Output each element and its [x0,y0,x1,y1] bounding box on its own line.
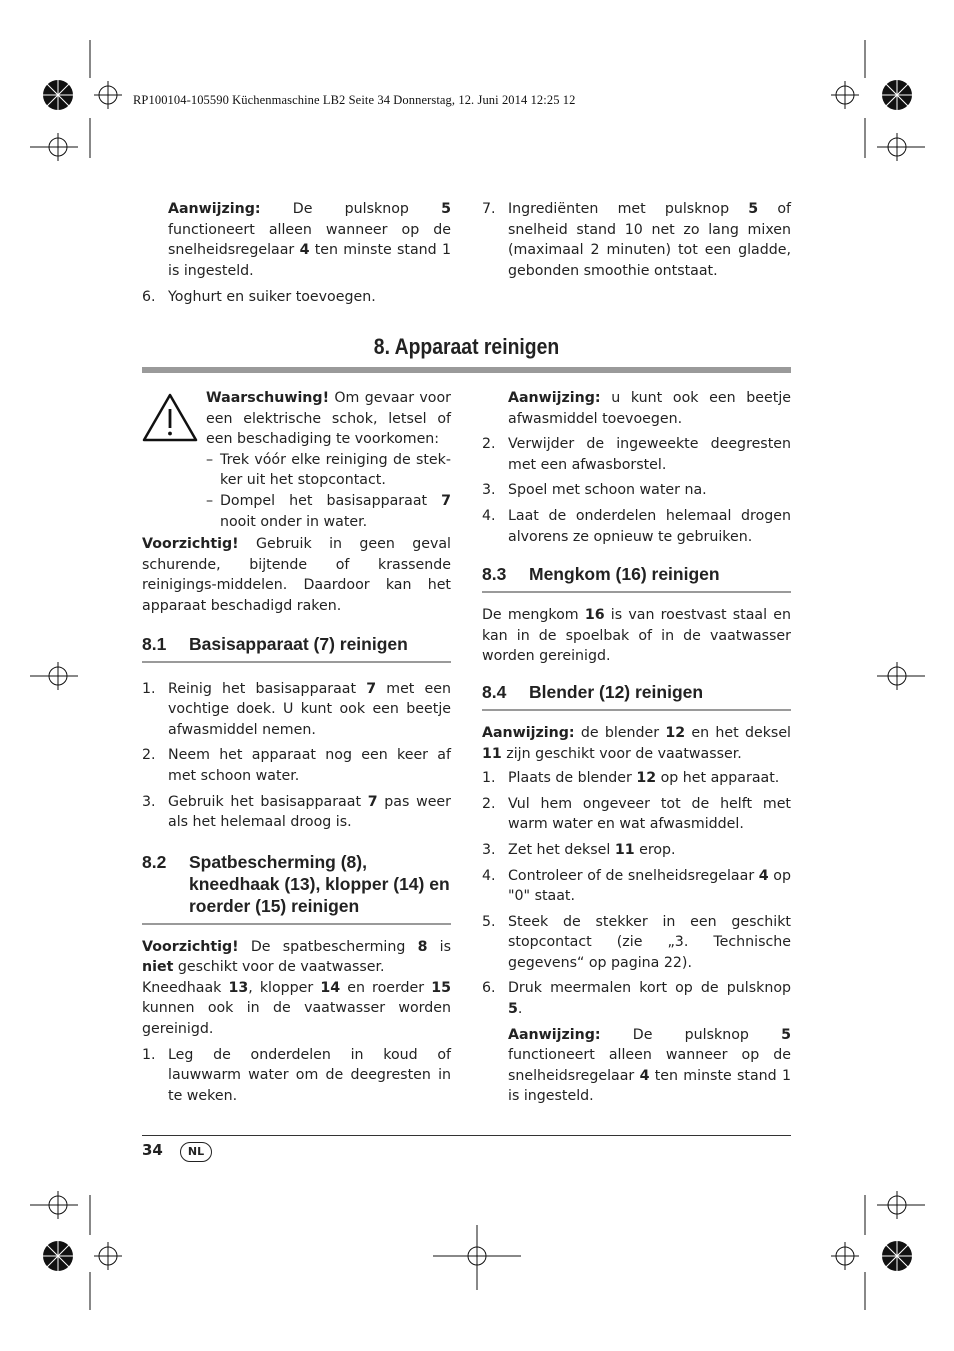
paragraph-text: en roerder [340,979,432,996]
subsection-heading-8-3 [482,563,791,593]
list-text: . [517,1001,523,1018]
part-number: 5 [748,201,759,217]
list-text: Zet het deksel [508,841,615,858]
paragraph-text: De mengkom [482,607,585,624]
caution-body: geschikt voor de vaatwasser. [173,959,385,976]
note-pulsknop [142,199,451,281]
list-text: Yoghurt en suiker toevoegen. [168,289,376,306]
list-text: Reinig het basisapparaat [168,680,367,697]
caution-text [142,534,451,616]
note-label: Aanwijzing: [482,724,575,741]
list-text: Plaats de blender [508,770,637,787]
note-text: u kunt ook een beetje afwasmiddel toevoegen. [508,390,791,427]
left-column [142,388,451,1106]
paragraph [482,605,791,667]
subsection-number: 8.2 [142,851,167,872]
list-text: op het apparaat. [656,770,780,787]
warning-item-text: Trek vóór elke reiniging de stek-ker uit het stopcontact. [220,451,451,489]
part-number: 5 [781,1026,791,1043]
list-text: Spoel met schoon water na. [508,482,707,499]
list-text: Verwijder de ingeweekte deegresten met een afwasborstel. [508,436,791,473]
language-badge: NL [180,1142,212,1162]
part-number: 4 [639,1067,650,1084]
subsection-heading-8-1 [142,633,451,663]
note-label: Aanwijzing: [168,201,261,217]
note-text: zijn geschikt voor de vaatwasser. [501,745,742,762]
note-text: en het deksel [685,724,791,741]
dash: – [206,492,214,509]
list-number: 5. [482,913,496,930]
paragraph-text: is van roestvast staal en kan in de spoelbak of in de vaatwasser worden gereinigd. [482,607,791,665]
part-number: 12 [636,770,657,787]
section-title: 8. Apparaat reinigen [373,334,560,359]
warning-item [206,491,451,532]
part-number: 16 [584,607,605,624]
note-text: functioneert alleen wanneer op de snelheidsregelaar [508,1047,791,1084]
list-text: Steek de stekker in een geschikt stopcontact (zie „3. Technische gegevens“ op pagina 22). [508,913,791,971]
paragraph-text: kunnen ook in de vaatwasser worden gereinigd. [142,1000,451,1038]
list-text: Neem het apparaat nog een keer af met schoon water. [168,747,451,784]
subsection-heading-8-2 [142,851,451,925]
part-number: 11 [482,745,502,762]
list-item [482,840,791,861]
part-number: 13 [228,979,249,996]
list-number: 4. [482,867,496,884]
caution-text [142,937,451,978]
list-text: Ingrediënten met pulsknop [508,201,749,217]
caution-body: De spatbescherming [238,938,418,955]
list-item [482,199,791,281]
list-number: 2. [142,747,156,764]
part-number: 12 [665,724,686,741]
print-header: RP100104-105590 Küchenmaschine LB2 Seite 34 Donnerstag, 12. Juni 2014 12:25 12 [133,93,576,107]
emphasis: niet [142,959,174,976]
list-number: 3. [482,482,496,499]
warning-item-text: nooit onder in water. [220,513,368,530]
subsection-number: 8.1 [142,633,167,654]
part-number: 8 [417,938,428,955]
list-text: erop. [634,841,676,858]
list-number: 2. [482,795,496,812]
subsection-number: 8.3 [482,564,507,585]
list-number: 2. [482,436,496,453]
paragraph-text: Kneedhaak [142,979,229,996]
part-number: 7 [367,793,378,810]
list-item [142,679,451,741]
list-text: pas weer als het helemaal droog is. [168,793,451,831]
caution-label: Voorzichtig! [142,536,239,553]
list-number: 1. [142,680,156,697]
list-text: op "0" staat. [508,867,791,905]
list-number: 6. [142,289,156,306]
right-column [482,388,791,1107]
list-text: Leg de onderdelen in koud of lauwwarm water om de deegresten in te weken. [168,1046,451,1104]
warning-triangle-icon [142,392,198,442]
footer-divider [142,1135,791,1136]
warning-body: Om gevaar voor een elektrische schok, letsel of een beschadiging te voorkomen: [206,390,451,448]
part-number: 5 [508,1001,518,1018]
list-number: 7. [482,201,496,217]
list-item [142,745,451,786]
list-text: of snelheid stand 10 net zo lang mixen (maximaal 2 minuten) tot een gladde, gebonden smoothie ontstaat. [508,201,791,279]
caution-body: Gebruik in geen geval schurende, bijtende of krassende reinigings-middelen. Daardoor kan het apparaat beschadigd raken. [142,536,451,614]
list-item [142,287,451,308]
subsection-title: Basisapparaat (7) reinigen [189,633,408,654]
top-right-column [482,199,791,281]
part-number: 14 [320,979,341,996]
note-dishwasher [482,723,791,764]
section-divider [142,367,791,373]
list-number: 1. [142,1046,156,1063]
page-number: 34 [142,1141,163,1159]
note-text: functioneert alleen wanneer op de snelheidsregelaar [168,221,451,259]
list-item [482,434,791,475]
part-number: 7 [441,492,451,509]
list-item [482,866,791,907]
warning-item [206,450,451,491]
part-number: 15 [431,979,451,996]
part-number: 7 [366,680,377,697]
top-left-column [142,199,451,308]
dash: – [206,451,214,468]
list-text: met een vochtige doek. U kunt ook een beetje afwasmiddel nemen. [168,680,451,738]
part-number: 4 [758,867,769,884]
subsection-heading-8-4 [482,681,791,711]
caution-label: Voorzichtig! [142,938,239,955]
list-number: 3. [482,841,496,858]
note-text: De pulsknop [600,1026,782,1043]
list-number: 3. [142,793,156,810]
warning-label: Waarschuwing! [206,390,330,406]
note-text: de blender [574,724,666,741]
list-text: Vul hem ongeveer tot de helft met warm water en wat afwasmiddel. [508,795,791,833]
paragraph-text: , klopper [248,979,321,996]
warning-block [142,388,451,532]
note-label: Aanwijzing: [508,390,601,406]
subsection-number: 8.4 [482,681,507,702]
note-text: ten minste stand 1 is ingesteld. [508,1067,791,1105]
note-text: ten minste stand 1 is ingesteld. [168,242,451,279]
list-item [482,794,791,835]
part-number: 4 [299,242,310,259]
note-label: Aanwijzing: [508,1026,601,1043]
list-item [482,978,791,1019]
list-text: Gebruik het basisapparaat [168,793,368,810]
list-item [142,1045,451,1107]
list-item [482,768,791,789]
list-text: Laat de onderdelen helemaal drogen alvorens ze opnieuw te gebruiken. [508,507,791,545]
list-item [482,480,791,501]
list-text: Druk meermalen kort op de pulsknop [508,980,791,997]
note-pulsknop [482,1025,791,1107]
list-text: Controleer of de snelheidsregelaar [508,867,759,884]
list-item [482,506,791,547]
warning-item-text: Dompel het basisapparaat [220,492,442,509]
part-number: 11 [614,841,635,858]
note-text: De pulsknop [260,201,442,217]
subsection-title: Spatbescherming (8), kneedhaak (13), klopper (14) en roerder (15) reinigen [189,851,450,916]
paragraph [142,978,451,1040]
subsection-title: Mengkom (16) reinigen [529,564,720,585]
list-number: 4. [482,507,496,524]
note-detergent [482,388,791,429]
list-number: 6. [482,980,496,997]
part-number: 5 [441,201,451,217]
list-item [482,912,791,974]
subsection-title: Blender (12) reinigen [529,681,704,702]
list-number: 1. [482,770,496,787]
caution-body: is [427,938,452,955]
list-item [142,792,451,833]
